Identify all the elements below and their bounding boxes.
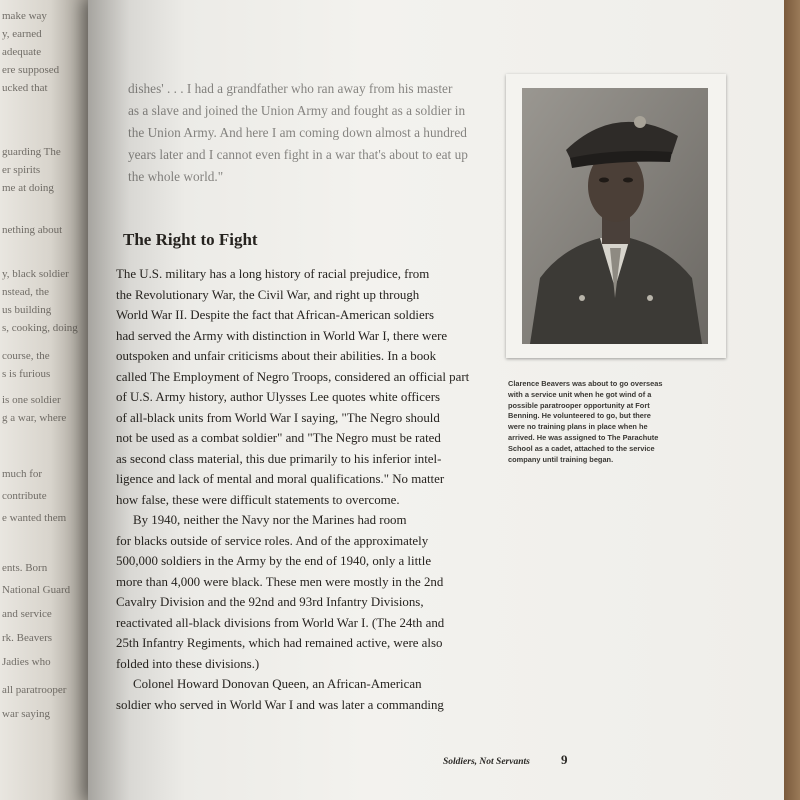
quote-line: as a slave and joined the Union Army and fought as a soldier in <box>128 103 466 118</box>
caption-line: School as a cadet, attached to the service <box>508 443 655 453</box>
previous-page-fragment: and service <box>2 608 52 620</box>
caption-line: with a service unit when he got wind of a <box>508 389 652 399</box>
previous-page-fragment: s, cooking, doing <box>2 322 78 334</box>
quote-line: dishes' . . . I had a grandfather who ran away from his master <box>128 81 453 96</box>
body-line: Colonel Howard Donovan Queen, an African-American <box>133 677 422 691</box>
previous-page-fragment: y, black soldier <box>2 268 69 280</box>
previous-page-fragment: contribute <box>2 490 47 502</box>
previous-page-fragment: adequate <box>2 46 42 58</box>
caption-line: possible paratrooper opportunity at Fort <box>508 400 650 410</box>
previous-page-fragment: nstead, the <box>2 286 50 298</box>
body-text <box>116 264 476 715</box>
previous-page-fragment: National Guard <box>2 584 71 596</box>
body-line: the Revolutionary War, the Civil War, and right up through <box>116 287 420 302</box>
running-head: Soldiers, Not Servants <box>443 757 530 767</box>
body-line: By 1940, neither the Navy nor the Marines had room <box>133 513 407 527</box>
previous-page-edge <box>0 0 92 800</box>
quote-line: the Union Army. And here I am coming down almost a hundred <box>128 125 467 140</box>
body-line: of all-black units from World War I saying, "The Negro should <box>116 410 440 425</box>
photo-caption <box>508 379 728 465</box>
previous-page-fragment: all paratrooper <box>2 684 67 696</box>
body-line: not be used as a combat soldier" and "The Negro must be rated <box>116 431 441 445</box>
body-line: ligence and lack of mental and moral qualifications." No matter <box>116 472 445 486</box>
section-heading: The Right to Fight <box>123 230 258 249</box>
photo-frame <box>506 74 726 358</box>
previous-page-fragment: war saying <box>2 708 50 720</box>
previous-page-fragment: e wanted them <box>2 512 67 524</box>
body-line: outspoken and unfair criticisms about their abilities. In a book <box>116 349 437 363</box>
previous-page-fragment: rk. Beavers <box>2 632 53 644</box>
caption-line: Clarence Beavers was about to go overseas <box>508 379 663 388</box>
body-line: folded into these divisions.) <box>116 656 260 671</box>
body-line: 25th Infantry Regiments, which had remained active, were also <box>116 636 443 650</box>
body-line: World War II. Despite the fact that African-American soldiers <box>116 308 435 322</box>
caption-line: were no training plans in place when he <box>508 422 648 432</box>
previous-page-fragment: er spirits <box>2 164 41 176</box>
caption-line: company until training began. <box>508 454 614 464</box>
table-edge <box>784 0 800 800</box>
body-line: how false, these were difficult statements to overcome. <box>116 492 400 507</box>
previous-page-fragment: us building <box>2 304 52 316</box>
previous-page-fragment: course, the <box>2 350 50 362</box>
previous-page-fragment: ucked that <box>2 82 48 94</box>
body-line: 500,000 soldiers in the Army by the end of 1940, only a little <box>116 554 432 568</box>
body-line: soldier who served in World War I and was later a commanding <box>116 697 444 712</box>
previous-page-fragment: guarding The <box>2 146 61 158</box>
soldier-portrait-photo <box>522 88 708 344</box>
page-number: 9 <box>561 752 568 767</box>
previous-page-fragment: much for <box>2 468 43 480</box>
body-line: called The Employment of Negro Troops, considered an official part <box>116 369 470 384</box>
previous-page-fragment: ere supposed <box>2 64 60 76</box>
quote-line: years later and I cannot even fight in a war that's about to eat up <box>128 147 468 162</box>
previous-page-fragment: is one soldier <box>2 394 61 406</box>
body-line: Cavalry Division and the 92nd and 93rd Infantry Divisions, <box>116 595 424 609</box>
body-line: more than 4,000 were black. These men were mostly in the 2nd <box>116 574 444 589</box>
body-line: for blacks outside of service roles. And of the approximately <box>116 533 429 548</box>
block-quote <box>128 78 478 188</box>
previous-page-fragment: nething about <box>2 224 63 236</box>
previous-page-fragment: ents. Born <box>2 562 48 574</box>
caption-line: arrived. He was assigned to The Parachute <box>508 432 659 442</box>
body-line: had served the Army with distinction in World War I, there were <box>116 328 448 343</box>
previous-page-fragment: y, earned <box>2 28 42 40</box>
previous-page-fragment: Jadies who <box>2 656 51 668</box>
body-line: The U.S. military has a long history of racial prejudice, from <box>116 267 430 281</box>
previous-page-fragment: g a war, where <box>2 412 67 424</box>
caption-line: Benning. He volunteered to go, but there <box>508 411 651 421</box>
body-line: reactivated all-black divisions from World War I. (The 24th and <box>116 615 445 630</box>
quote-line: the whole world." <box>128 169 224 184</box>
previous-page-fragment: me at doing <box>2 182 54 194</box>
body-line: as second class material, this due primarily to his inferior intel- <box>116 451 442 466</box>
previous-page-fragment: make way <box>2 10 47 22</box>
body-line: of U.S. Army history, author Ulysses Lee quotes white officers <box>116 390 441 404</box>
previous-page-fragment: s is furious <box>2 368 51 380</box>
